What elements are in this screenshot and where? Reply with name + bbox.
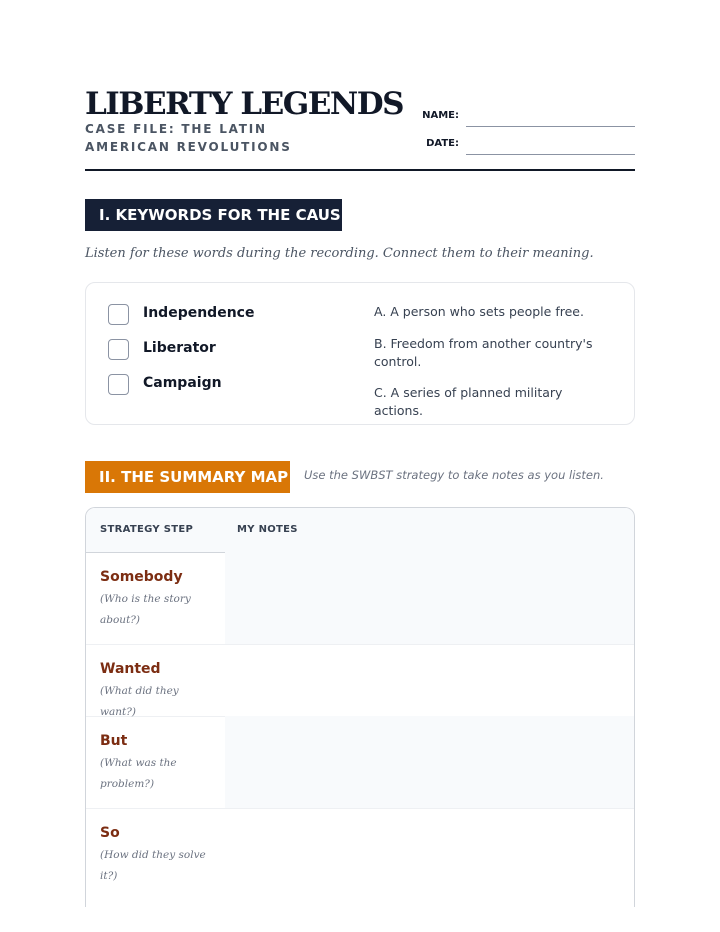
table-row — [86, 552, 634, 645]
swbst-table — [85, 507, 635, 907]
worksheet-subtitle: CASE FILE: THE LATIN AMERICAN REVOLUTIONS — [85, 122, 292, 154]
keyword-term: Campaign — [143, 375, 222, 391]
table-header — [86, 508, 634, 553]
keyword-checkbox-liberator[interactable] — [108, 339, 129, 360]
keywords-instructions: Listen for these words during the recording. Connect them to their meaning. — [85, 246, 594, 261]
keyword-definition: C. A series of planned military actions. — [374, 385, 563, 418]
keyword-checkbox-campaign[interactable] — [108, 374, 129, 395]
strategy-hint: (How did they solve it?) — [100, 849, 206, 882]
column-header-notes: MY NOTES — [237, 524, 298, 535]
strategy-hint: (What did they want?) — [100, 685, 179, 718]
keyword-term: Independence — [143, 305, 255, 321]
header-divider — [85, 169, 635, 171]
notes-cell-wanted[interactable] — [225, 644, 634, 716]
keywords-heading: I. KEYWORDS FOR THE CAUSE — [85, 199, 342, 231]
table-row — [86, 644, 634, 717]
strategy-hint: (What was the problem?) — [100, 757, 177, 790]
strategy-step: Somebody — [100, 569, 183, 585]
summary-map-note: Use the SWBST strategy to take notes as you listen. — [304, 468, 604, 482]
keyword-definition: B. Freedom from another country's control. — [374, 336, 593, 369]
notes-cell-but[interactable] — [225, 716, 634, 808]
keyword-checkbox-independence[interactable] — [108, 304, 129, 325]
date-field[interactable] — [466, 154, 635, 155]
strategy-step: So — [100, 825, 120, 841]
notes-cell-so[interactable] — [225, 808, 634, 907]
strategy-step: Wanted — [100, 661, 161, 677]
column-header-strategy: STRATEGY STEP — [100, 524, 194, 535]
table-row — [86, 716, 634, 809]
keyword-definition: A. A person who sets people free. — [374, 304, 584, 319]
strategy-step: But — [100, 733, 128, 749]
name-label: NAME: — [422, 110, 459, 121]
notes-cell-somebody[interactable] — [225, 552, 634, 644]
date-label: DATE: — [426, 138, 459, 149]
table-row — [86, 808, 634, 907]
summary-map-heading: II. THE SUMMARY MAP — [85, 461, 290, 493]
strategy-hint: (Who is the story about?) — [100, 593, 191, 626]
name-field[interactable] — [466, 126, 635, 127]
worksheet-title: LIBERTY LEGENDS — [85, 86, 403, 122]
keyword-term: Liberator — [143, 340, 216, 356]
